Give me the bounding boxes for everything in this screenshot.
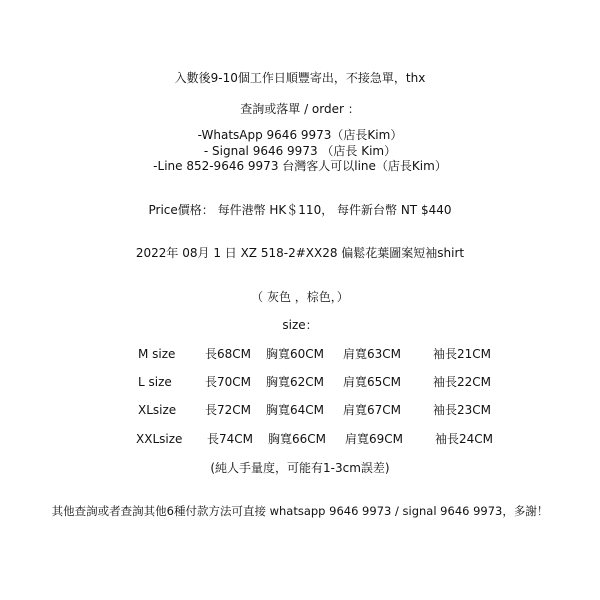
size-length: 長72CM [205,403,252,417]
size-heading: size： [282,318,318,332]
size-row-m [0,346,600,362]
size-chest: 胸寬60CM [266,347,325,361]
size-sleeve: 袖長21CM [433,347,492,361]
contact-line: -Line 852-9646 9973 台灣客人可以line（店長Kim） [153,159,447,173]
size-label: M size [138,347,176,361]
size-chest: 胸寬62CM [266,375,325,389]
product-info: 2022年 08月 1 日 XZ 518-2#XX28 偏鬆花葉圖案短袖shirt [135,246,465,260]
size-row-xxl [0,431,600,447]
size-length: 長70CM [205,375,252,389]
size-label: L size [138,375,172,389]
size-shoulder: 肩寬63CM [343,347,402,361]
size-sleeve: 袖長23CM [433,403,492,417]
footer-contact-note: 其他查詢或者查詢其他6種付款方法可直接 whatsapp 9646 9973 / signal 9646 9973，多謝！ [51,504,549,518]
size-chest: 胸寬64CM [266,403,325,417]
contact-signal: - Signal 9646 9973 （店長 Kim） [203,144,397,158]
size-sleeve: 袖長22CM [433,375,492,389]
size-label: XXLsize [136,432,183,446]
order-heading: 查詢或落單 / order ： [240,102,360,116]
size-shoulder: 肩寬67CM [343,403,402,417]
size-length: 長68CM [205,347,252,361]
size-sleeve: 袖長24CM [435,432,494,446]
contact-whatsapp: -WhatsApp 9646 9973（店長Kim） [197,128,403,142]
size-row-xl [0,402,600,418]
measurement-note: (純人手量度，可能有1-3cm誤差) [210,461,390,475]
size-length: 長74CM [207,432,254,446]
price-info: Price價格： 每件港幣 HK＄110， 每件新台幣 NT $440 [148,203,452,217]
size-shoulder: 肩寬65CM [343,375,402,389]
size-shoulder: 肩寬69CM [345,432,404,446]
size-label: XLsize [138,403,177,417]
size-chest: 胸寬66CM [268,432,327,446]
shipping-notice: 入數後9-10個工作日順豐寄出，不接急單，thx [174,71,426,85]
color-options: （ 灰色 ，棕色，） [251,290,349,304]
size-row-l [0,374,600,390]
